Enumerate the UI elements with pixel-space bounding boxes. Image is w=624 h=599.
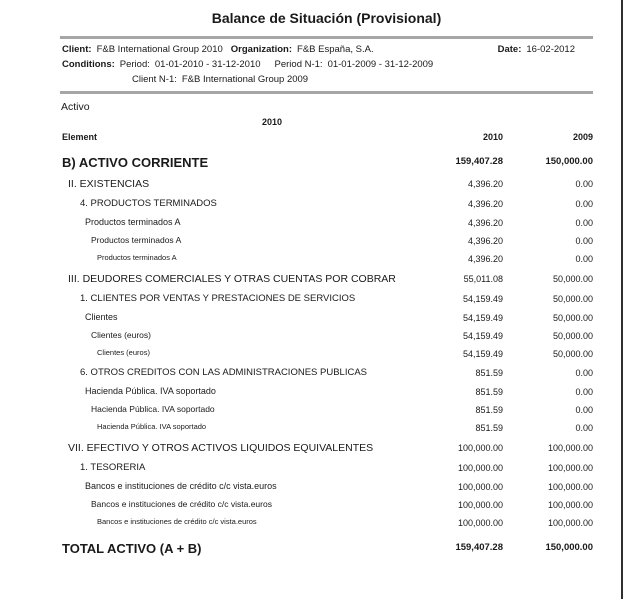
row-value-2010: 159,407.28 bbox=[455, 156, 503, 167]
row-value-2009: 50,000.00 bbox=[552, 294, 593, 304]
table-row bbox=[60, 462, 593, 474]
row-value-2010: 54,159.49 bbox=[462, 331, 503, 341]
row-value-2009: 0.00 bbox=[575, 387, 593, 397]
table-row bbox=[60, 517, 593, 529]
table-row bbox=[60, 198, 593, 210]
row-value-2009: 100,000.00 bbox=[547, 463, 593, 473]
row-value-2010: 4,396.20 bbox=[467, 199, 503, 209]
row-label: Hacienda Pública. IVA soportado bbox=[85, 386, 216, 396]
row-label: Clientes bbox=[85, 312, 118, 322]
header-line-1 bbox=[62, 42, 591, 57]
client-organization-line bbox=[62, 42, 382, 57]
row-label: III. DEUDORES COMERCIALES Y OTRAS CUENTAS POR COBRAR bbox=[68, 273, 396, 285]
row-value-2009: 0.00 bbox=[575, 423, 593, 433]
table-row bbox=[60, 178, 593, 191]
row-value-2009: 0.00 bbox=[575, 179, 593, 189]
organization-label: Organization: bbox=[230, 44, 293, 55]
row-value-2010: 100,000.00 bbox=[457, 482, 503, 492]
row-label: Clientes (euros) bbox=[97, 348, 150, 357]
row-value-2009: 0.00 bbox=[575, 254, 593, 264]
table-row bbox=[60, 253, 593, 265]
report-header-box bbox=[60, 36, 593, 94]
row-value-2009: 0.00 bbox=[575, 218, 593, 228]
balance-table bbox=[60, 155, 593, 556]
row-label: Productos terminados A bbox=[85, 217, 181, 227]
row-value-2010: 100,000.00 bbox=[457, 500, 503, 510]
row-label: II. EXISTENCIAS bbox=[68, 178, 150, 190]
row-value-2010: 851.59 bbox=[475, 405, 503, 415]
row-value-2009: 100,000.00 bbox=[547, 443, 593, 453]
client-n1-label: Client N-1: bbox=[132, 74, 177, 85]
row-value-2010: 851.59 bbox=[475, 387, 503, 397]
report-title: Balance de Situación (Provisional) bbox=[211, 10, 442, 26]
row-label: Bancos e instituciones de crédito c/c vista.euros bbox=[85, 481, 277, 491]
row-value-2009: 0.00 bbox=[575, 405, 593, 415]
row-value-2010: 55,011.08 bbox=[463, 274, 503, 284]
row-label: B) ACTIVO CORRIENTE bbox=[62, 155, 209, 170]
header-line-2 bbox=[62, 57, 591, 72]
organization-value: F&B España, S.A. bbox=[297, 44, 374, 55]
row-label: 6. OTROS CREDITOS CON LAS ADMINISTRACIONES PUBLICAS bbox=[80, 367, 367, 378]
row-label: Hacienda Pública. IVA soportado bbox=[91, 404, 215, 414]
conditions-label: Conditions: bbox=[62, 59, 115, 70]
table-row bbox=[60, 481, 593, 493]
row-value-2009: 150,000.00 bbox=[545, 542, 593, 553]
table-row bbox=[60, 273, 593, 286]
row-label: 1. TESORERIA bbox=[80, 462, 146, 473]
row-value-2009: 50,000.00 bbox=[552, 331, 593, 341]
client-value: F&B International Group 2010 bbox=[96, 44, 223, 55]
table-row bbox=[60, 235, 593, 247]
table-row bbox=[60, 217, 593, 229]
row-value-2009: 100,000.00 bbox=[547, 500, 593, 510]
row-value-2009: 150,000.00 bbox=[545, 156, 593, 167]
row-label: Hacienda Pública. IVA soportado bbox=[97, 422, 207, 431]
table-row bbox=[60, 442, 593, 455]
row-label: Bancos e instituciones de crédito c/c vista.euros bbox=[97, 517, 257, 526]
row-value-2010: 100,000.00 bbox=[457, 443, 503, 453]
row-value-2009: 50,000.00 bbox=[552, 313, 593, 323]
year-group-header: 2010 bbox=[261, 117, 283, 127]
row-value-2009: 100,000.00 bbox=[547, 518, 593, 528]
period-value: 01-01-2010 - 31-12-2010 bbox=[154, 59, 261, 70]
row-value-2009: 50,000.00 bbox=[552, 274, 593, 284]
row-value-2010: 4,396.20 bbox=[467, 179, 503, 189]
row-value-2010: 4,396.20 bbox=[467, 236, 503, 246]
period-n1-label: Period N-1: bbox=[274, 59, 323, 70]
section-title-activo: Activo bbox=[61, 101, 90, 113]
row-value-2010: 851.59 bbox=[475, 368, 503, 378]
date-value: 16-02-2012 bbox=[526, 44, 575, 55]
column-header-element: Element bbox=[62, 132, 98, 142]
table-row bbox=[60, 499, 593, 511]
row-value-2010: 54,159.49 bbox=[462, 349, 503, 359]
row-value-2009: 100,000.00 bbox=[547, 482, 593, 492]
table-row bbox=[60, 422, 593, 434]
column-header-2010: 2010 bbox=[482, 132, 503, 142]
period-n1-value: 01-01-2009 - 31-12-2009 bbox=[327, 59, 434, 70]
row-value-2010: 4,396.20 bbox=[467, 218, 503, 228]
table-row bbox=[60, 348, 593, 360]
row-value-2010: 54,159.49 bbox=[462, 313, 503, 323]
date-group bbox=[498, 42, 575, 57]
client-label: Client: bbox=[62, 44, 92, 55]
row-label: 4. PRODUCTOS TERMINADOS bbox=[80, 198, 217, 209]
row-value-2009: 0.00 bbox=[575, 236, 593, 246]
table-row bbox=[60, 404, 593, 416]
table-row bbox=[60, 293, 593, 305]
client-n1-value: F&B International Group 2009 bbox=[181, 74, 309, 85]
header-line-3 bbox=[62, 72, 591, 87]
row-label: Bancos e instituciones de crédito c/c vista.euros bbox=[91, 499, 272, 509]
row-label: Clientes (euros) bbox=[91, 330, 151, 340]
row-value-2010: 54,159.49 bbox=[462, 294, 503, 304]
period-label: Period: bbox=[119, 59, 150, 70]
row-value-2009: 0.00 bbox=[575, 368, 593, 378]
row-label: Productos terminados A bbox=[91, 235, 182, 245]
row-value-2009: 0.00 bbox=[575, 199, 593, 209]
row-value-2010: 851.59 bbox=[475, 423, 503, 433]
row-label: VII. EFECTIVO Y OTROS ACTIVOS LIQUIDOS EQUIVALENTES bbox=[68, 442, 374, 454]
column-header-row bbox=[60, 132, 593, 143]
row-value-2010: 4,396.20 bbox=[467, 254, 503, 264]
row-label: 1. CLIENTES POR VENTAS Y PRESTACIONES DE SERVICIOS bbox=[80, 293, 356, 304]
page-right-edge-line bbox=[621, 0, 623, 599]
table-row bbox=[60, 312, 593, 324]
row-value-2010: 100,000.00 bbox=[457, 518, 503, 528]
column-header-2009: 2009 bbox=[572, 132, 593, 142]
table-row bbox=[60, 155, 593, 170]
table-row bbox=[60, 541, 593, 556]
table-row bbox=[60, 386, 593, 398]
row-label: Productos terminados A bbox=[97, 253, 177, 262]
date-label: Date: bbox=[497, 44, 522, 55]
row-value-2010: 100,000.00 bbox=[457, 463, 503, 473]
table-row bbox=[60, 330, 593, 342]
row-label: TOTAL ACTIVO (A + B) bbox=[62, 541, 202, 556]
row-value-2009: 50,000.00 bbox=[552, 349, 593, 359]
row-value-2010: 159,407.28 bbox=[455, 542, 503, 553]
table-row bbox=[60, 367, 593, 379]
